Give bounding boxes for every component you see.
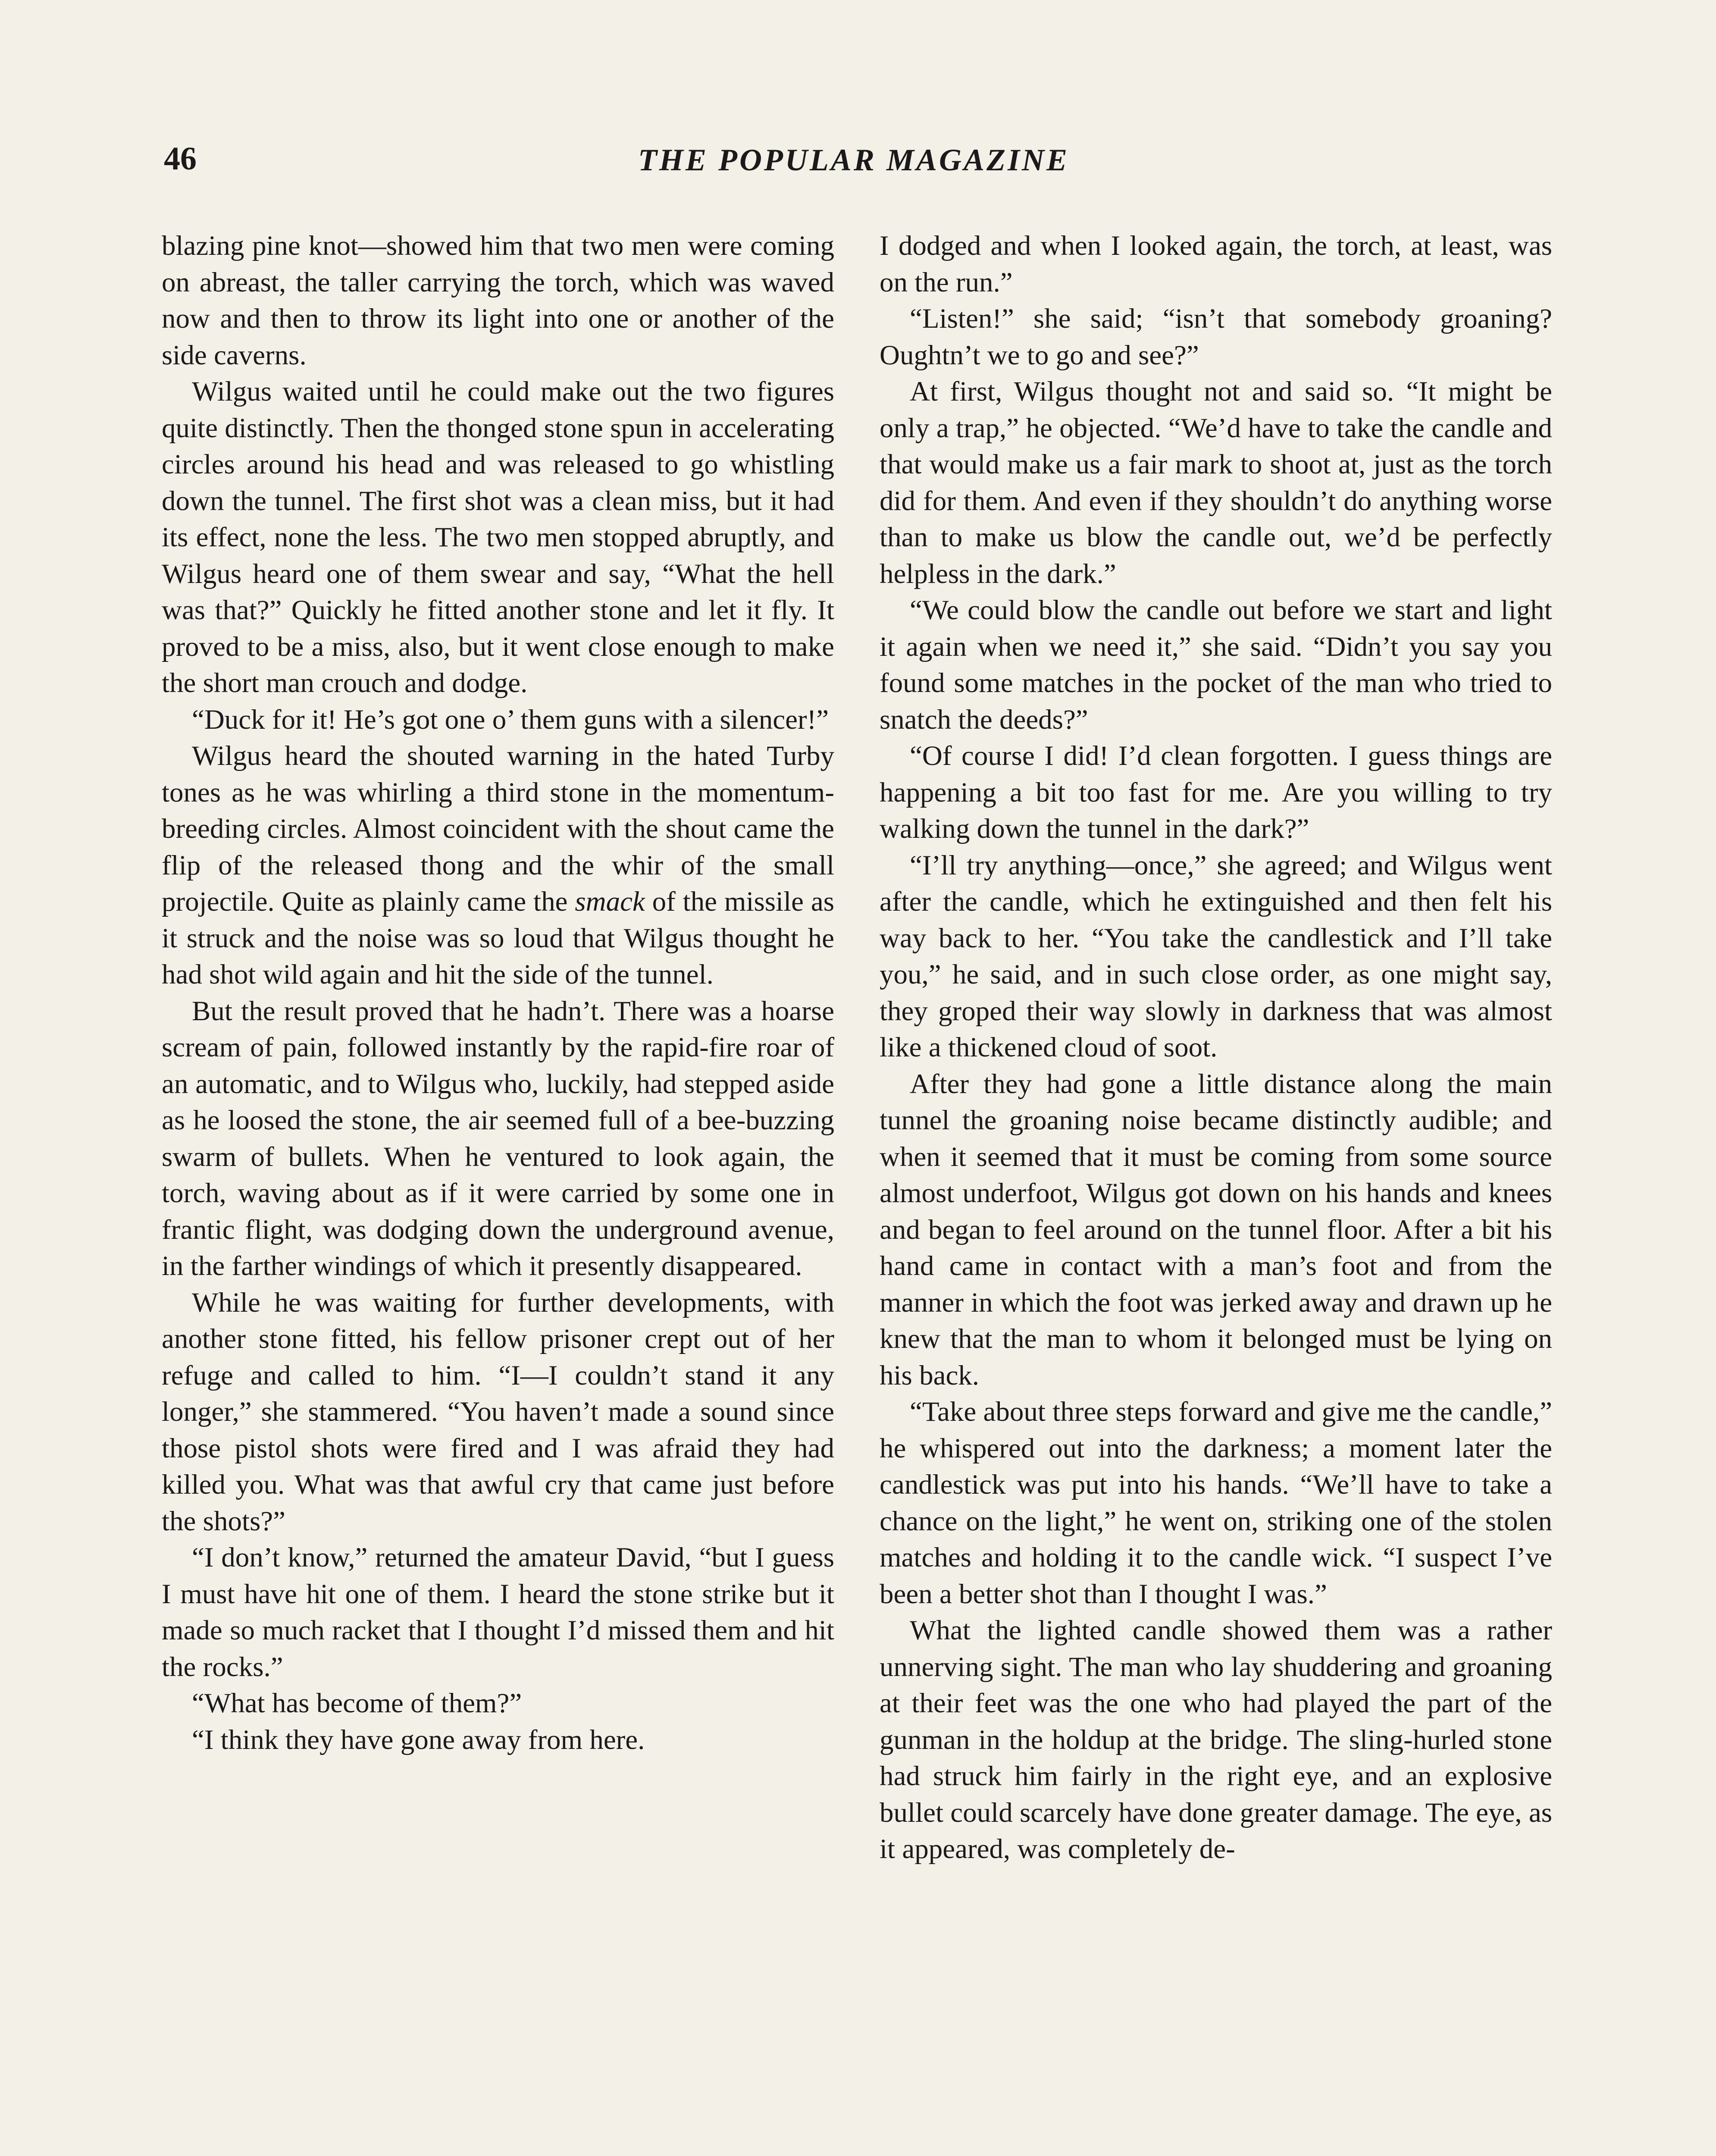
- right-column: [880, 228, 1552, 1868]
- page-number: 46: [164, 141, 197, 177]
- paragraph: “What has become of them?”: [192, 1688, 522, 1719]
- paragraph: “I don’t know,” returned the amateur David, “but I guess I must have hit one of them. I heard the stone strike but it made so much racket that I thought I’d missed them and hit the rocks.”: [162, 1542, 834, 1683]
- paragraph: “I’ll try anything—once,” she agreed; and Wilgus went after the candle, which he extinguished and then felt his way back to her. “You take the candlestick and I’ll take you,” he said, and in such close order, as one might say, they groped their way slowly in darkness that was almost like a thickened cloud of soot.: [880, 849, 1552, 1063]
- paragraph: “Take about three steps forward and give me the candle,” he whispered out into the darkness; a moment later the candlestick was put into his hands. “We’ll have to take a chance on the light,” he went on, striking one of the stolen matches and holding it to the candle wick. “I suspect I’ve been a better shot than I thought I was.”: [880, 1396, 1552, 1610]
- paragraph: “Of course I did! I’d clean forgotten. I guess things are happening a bit too fast for me. Are you willing to try walking down the tunnel in the dark?”: [880, 740, 1552, 844]
- paragraph: After they had gone a little distance along the main tunnel the groaning noise became distinctly audible; and when it seemed that it must be coming from some source almost underfoot, Wilgus got down on his hands and knees and began to feel around on the tunnel floor. After a bit his hand came in contact with a man’s foot and from the manner in which the foot was jerked away and drawn up he knew that the man to whom it belonged must be lying on his back.: [880, 1068, 1552, 1391]
- paragraph: “We could blow the candle out before we start and light it again when we need it,” she said. “Didn’t you say you found some matches in the pocket of the man who tried to snatch the deeds?”: [880, 595, 1552, 735]
- paragraph: Wilgus waited until he could make out the two figures quite distinctly. Then the thonged stone spun in accelerating circles around his head and was released to go whistling down the tunnel. The first shot was a clean miss, but it had its effect, none the less. The two men stopped abruptly, and Wilgus heard one of them swear and say, “What the hell was that?” Quickly he fitted another stone and let it fly. It proved to be a miss, also, but it went close enough to make the short man crouch and dodge.: [162, 376, 834, 699]
- paragraph: But the result proved that he hadn’t. There was a hoarse scream of pain, followed instantly by the rapid-fire roar of an automatic, and to Wilgus who, luckily, had stepped aside as he loosed the stone, the air seemed full of a bee-buzzing swarm of bullets. When he ventured to look again, the torch, waving about as if it were carried by some one in frantic flight, was dodging down the underground avenue, in the farther windings of which it presently disappeared.: [162, 995, 834, 1282]
- paragraph: blazing pine knot—showed him that two men were coming on abreast, the taller carrying the torch, which was waved now and then to throw its light into one or another of the side caverns.: [162, 230, 834, 371]
- paragraph: What the lighted candle showed them was a rather unnerving sight. The man who lay shuddering and groaning at their feet was the one who had played the part of the gunman in the holdup at the bridge. The sling-hurled stone had struck him fairly in the right eye, and an explosive bullet could scarcely have done greater damage. The eye, as it appeared, was completely de-: [880, 1615, 1552, 1865]
- paragraph: I dodged and when I looked again, the torch, at least, was on the run.”: [880, 230, 1552, 298]
- paragraph: At first, Wilgus thought not and said so. “It might be only a trap,” he objected. “We’d have to take the candle and that would make us a fair mark to shoot at, just as the torch did for them. And even if they shouldn’t do anything worse than to make us blow the candle out, we’d be perfectly helpless in the dark.”: [880, 376, 1552, 589]
- paragraph: “Duck for it! He’s got one o’ them guns with a silencer!”: [192, 704, 829, 735]
- paragraph: While he was waiting for further developments, with another stone fitted, his fellow prisoner crept out of her refuge and called to him. “I—I couldn’t stand it any longer,” she stammered. “You haven’t made a sound since those pistol shots were fired and I was afraid they had killed you. What was that awful cry that came just before the shots?”: [162, 1287, 834, 1537]
- left-column: [162, 228, 834, 1758]
- paragraph-text: Wilgus heard the shouted warning in the hated Turby tones as he was whirling a third stone in the momentum-breeding circles. Almost coincident with the shout came the flip of the released thong and the whir of the small projectile. Quite as plainly came the: [162, 740, 834, 917]
- italic-word: smack: [575, 886, 645, 917]
- paragraph: “I think they have gone away from here.: [192, 1724, 645, 1755]
- paragraph: [162, 738, 834, 993]
- paragraph: “Listen!” she said; “isn’t that somebody groaning? Oughtn’t we to go and see?”: [880, 303, 1552, 371]
- paragraph-text: of the missile as it struck and the noise was so loud that Wilgus thought he had shot wild again and hit the side of the tunnel.: [162, 886, 834, 990]
- magazine-title: THE POPULAR MAGAZINE: [638, 143, 1070, 177]
